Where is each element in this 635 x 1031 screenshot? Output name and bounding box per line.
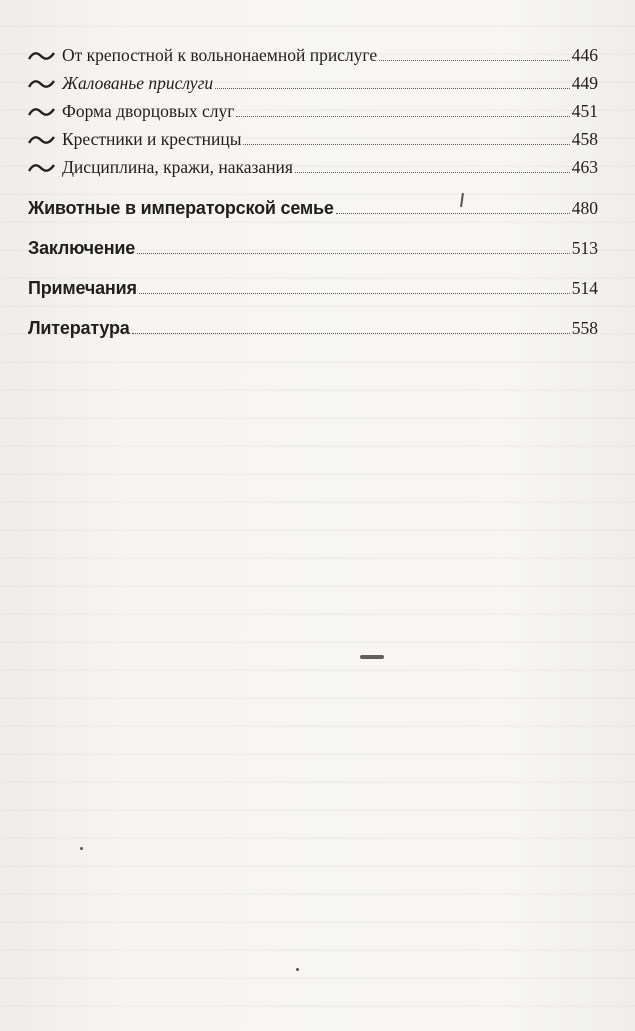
toc-subsection-title: Жалованье прислуги: [62, 73, 214, 93]
toc-chapter-title: Примечания: [28, 278, 137, 298]
toc-page-number: 458: [571, 129, 598, 149]
toc-page-number: 446: [571, 45, 598, 65]
table-of-contents: [28, 38, 598, 339]
toc-chapter-row[interactable]: [28, 195, 598, 219]
dot-leader: [243, 143, 569, 145]
toc-page-number: 558: [571, 318, 598, 338]
toc-subsection-title: Крестники и крестницы: [62, 129, 242, 149]
toc-page-number: 514: [571, 278, 598, 298]
dot-leader: [137, 252, 570, 254]
toc-chapter-row[interactable]: [28, 315, 598, 339]
dot-leader: [215, 87, 570, 89]
tilde-ornament-icon: [28, 161, 55, 175]
toc-page-number: 480: [571, 198, 598, 218]
toc-chapter-title: Животные в императорской семье: [28, 198, 334, 218]
toc-chapter-row[interactable]: [28, 235, 598, 259]
toc-page-number: 463: [571, 157, 598, 177]
dot-leader: [236, 115, 569, 117]
tilde-ornament-icon: [28, 133, 55, 147]
toc-subsection-row[interactable]: [28, 150, 598, 178]
toc-page-number: 513: [571, 238, 598, 258]
toc-page-number: 449: [571, 73, 598, 93]
ink-smudge: [360, 655, 384, 659]
toc-subsection-row[interactable]: [28, 122, 598, 150]
dot-leader: [336, 212, 570, 214]
ink-speck: [296, 968, 299, 971]
dot-leader: [139, 292, 570, 294]
toc-page-number: 451: [571, 101, 598, 121]
toc-subsection-title: Дисциплина, кражи, наказания: [62, 157, 293, 177]
toc-chapter-title: Заключение: [28, 238, 136, 258]
dot-leader: [379, 59, 570, 61]
tilde-ornament-icon: [28, 49, 55, 63]
dot-leader: [132, 332, 570, 334]
dot-leader: [295, 171, 570, 173]
toc-subsection-row[interactable]: [28, 38, 598, 66]
toc-chapter-title: Литература: [28, 318, 130, 338]
toc-chapter-row[interactable]: [28, 275, 598, 299]
tilde-ornament-icon: [28, 105, 55, 119]
toc-subsection-row[interactable]: [28, 66, 598, 94]
toc-subsection-title: От крепостной к вольнонаемной прислуге: [62, 45, 378, 65]
ink-speck: [80, 847, 83, 850]
toc-subsection-row[interactable]: [28, 94, 598, 122]
tilde-ornament-icon: [28, 77, 55, 91]
toc-subsection-title: Форма дворцовых слуг: [62, 101, 235, 121]
